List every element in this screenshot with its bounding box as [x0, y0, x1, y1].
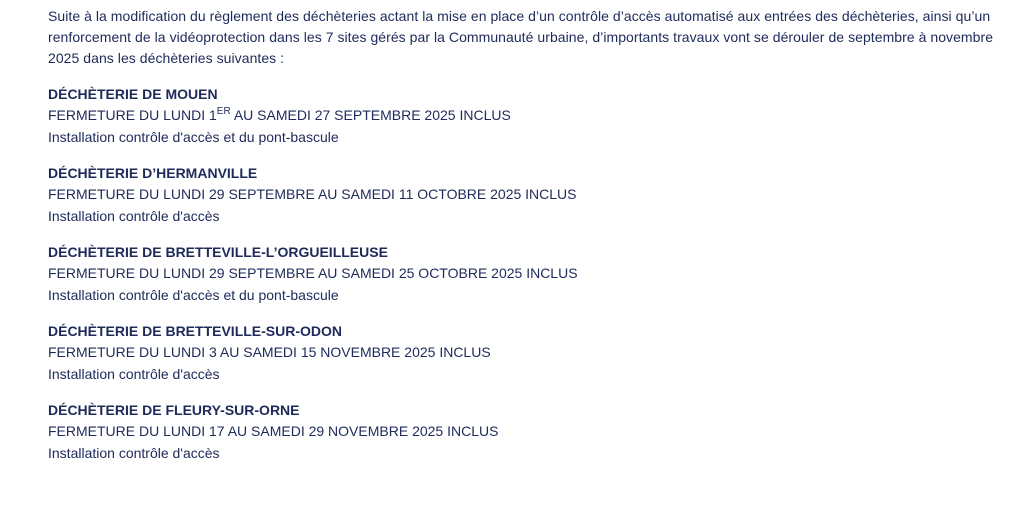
site-work-description: Installation contrôle d'accès — [48, 208, 220, 224]
site-title: DÉCHÈTERIE D’HERMANVILLE — [48, 165, 258, 181]
site-work-description: Installation contrôle d'accès — [48, 366, 220, 382]
site-block-hermanville — [48, 163, 1018, 227]
site-title: DÉCHÈTERIE DE MOUEN — [48, 86, 218, 102]
site-title: DÉCHÈTERIE DE FLEURY-SUR-ORNE — [48, 402, 300, 418]
site-block-bretteville-orgueilleuse — [48, 242, 1018, 306]
site-closure-dates: FERMETURE DU LUNDI 17 AU SAMEDI 29 NOVEMBRE 2025 INCLUS — [48, 423, 499, 439]
site-work-description: Installation contrôle d'accès et du pont-bascule — [48, 129, 339, 145]
closure-prefix: FERMETURE DU LUNDI 1 — [48, 107, 217, 123]
site-title: DÉCHÈTERIE DE BRETTEVILLE-L’ORGUEILLEUSE — [48, 244, 388, 260]
site-block-bretteville-sur-odon — [48, 321, 1018, 385]
closure-suffix: AU SAMEDI 27 SEPTEMBRE 2025 INCLUS — [230, 107, 511, 123]
ordinal-superscript: ER — [216, 106, 231, 117]
intro-paragraph: Suite à la modification du règlement des déchèteries actant la mise en place d’un contrôle d’accès automatisé aux entrées des déchèteries, ainsi qu’un renforcement de la vidéoprotection dans les 7 sites gérés par la Communauté urbaine, d’importants travaux vont se dérouler de septembre à novembre 2025 dans les déchèteries suivantes : — [48, 8, 994, 66]
site-block-mouen — [48, 84, 1018, 148]
article-content — [48, 6, 1018, 464]
site-block-fleury-sur-orne — [48, 400, 1018, 464]
site-closure-dates: FERMETURE DU LUNDI 29 SEPTEMBRE AU SAMEDI 25 OCTOBRE 2025 INCLUS — [48, 265, 578, 281]
site-work-description: Installation contrôle d'accès et du pont-bascule — [48, 287, 339, 303]
site-closure-dates: FERMETURE DU LUNDI 3 AU SAMEDI 15 NOVEMBRE 2025 INCLUS — [48, 344, 491, 360]
site-closure-dates: FERMETURE DU LUNDI 29 SEPTEMBRE AU SAMEDI 11 OCTOBRE 2025 INCLUS — [48, 186, 577, 202]
site-closure-dates — [48, 104, 1018, 126]
site-title: DÉCHÈTERIE DE BRETTEVILLE-SUR-ODON — [48, 323, 343, 339]
site-work-description: Installation contrôle d'accès — [48, 445, 220, 461]
